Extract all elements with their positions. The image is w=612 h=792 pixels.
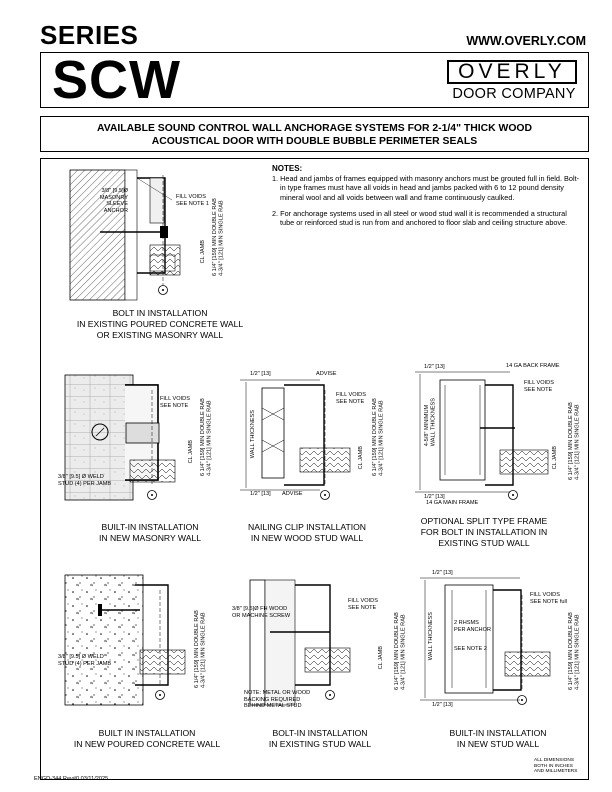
d1-cl-jamb-text: CL JAMB [200,240,206,264]
d4-fill-voids [524,380,554,393]
detail-5-drawing [65,575,185,705]
d6-note-line-1: NOTE: METAL OR WOOD [244,690,311,696]
d6-note-line-3: BEHIND METAL STUD [244,703,302,710]
d4-caption-line-2: FOR BOLT IN INSTALLATION IN [420,527,548,537]
d4-wall-min-line-1: 4-5/8" MINIMUM [424,404,430,447]
d5-caption [52,728,242,750]
d2-cl-jamb-text: CL JAMB [188,440,194,464]
d2-fill-voids [160,396,190,409]
overly-logo-sub: DOOR COMPANY [452,86,576,102]
d3-fill-voids [336,392,366,405]
d7-caption [428,728,568,750]
d7-top-dim: 1/2" [13] [432,570,453,576]
d3-fill-voids-line-2: SEE NOTE [336,398,365,405]
d3-dim-double: 6 1/4" [159] MIN DOUBLE RAB [372,398,378,476]
d2-caption [60,522,240,544]
d4-bottom-dim: 1/2" [13] [424,494,445,500]
d2-weld-line-2: STUD (4) PER JAMB [58,480,112,487]
d2-cl-jamb [188,440,195,463]
d2-dimensions [200,396,213,476]
d1-fill-voids-line-2: SEE NOTE 1 [176,200,209,207]
website-link[interactable]: WWW.OVERLY.COM [466,34,586,48]
d5-dimensions [194,598,207,688]
d6-backing-note [244,690,310,710]
d3-caption [232,522,382,544]
d6-dimensions [394,600,407,690]
d1-fill-voids-line-1: FILL VOIDS [176,194,206,200]
d4-caption [404,516,564,549]
d3-caption-line-1: NAILING CLIP INSTALLATION [248,522,366,532]
d7-fill-voids-line-2: SEE NOTE full [530,598,567,605]
notes-heading: NOTES: [272,164,303,173]
all-dimensions-note [534,758,577,775]
d6-caption-line-1: BOLT-IN INSTALLATION [272,728,368,738]
d6-fill-voids-line-2: SEE NOTE [348,604,377,611]
detail-6-drawing [250,580,350,705]
d4-back-frame: 14 GA BACK FRAME [506,363,560,369]
d5-dim-double: 6 1/4" [159] MIN DOUBLE RAB [194,610,200,688]
d7-caption-line-1: BUILT-IN INSTALLATION [449,728,547,738]
d6-cl-jamb: CL JAMB [378,646,384,670]
d4-caption-line-3: EXISTING STUD WALL [438,538,530,548]
d1-caption [60,308,260,341]
d2-fill-voids-line-1: FILL VOIDS [160,396,190,402]
d1-callout-line-3: SLEEVE [106,201,128,208]
title-line-1: AVAILABLE SOUND CONTROL WALL ANCHORAGE SYSTEMS FOR 2-1/4" THICK WOOD [97,123,532,134]
d6-screw-callout [232,606,290,619]
d5-dim-single: 4-3/4" [121] MIN SINGLE RAB [200,612,207,688]
d6-dim-single: 4-3/4" [121] MIN SINGLE RAB [400,614,407,690]
d2-weld-stud [58,474,111,487]
d5-weld-stud [58,654,111,667]
d7-wall-thickness: WALL THICKNESS [428,612,434,661]
d1-dim-double: 6 1/4" [159] MIN DOUBLE RAB [212,198,218,276]
d5-weld-line-2: STUD (4) PER JAMB [58,660,112,667]
d4-wall-min-line-2: WALL THICKNESS [430,398,437,447]
d7-dim-single: 4-3/4" [121] MIN SINGLE RAB [574,614,581,690]
d3-caption-line-2: IN NEW WOOD STUD WALL [250,533,364,543]
d3-advise-top: ADVISE [316,371,337,377]
d1-callout-line-2: MASONRY [99,194,128,201]
all-dim-line-2: BOTH IN INCHES [534,763,573,769]
d7-rhsms-callout [454,620,491,633]
d7-bottom-dim: 1/2" [13] [432,702,453,708]
d6-fill-voids-line-1: FILL VOIDS [348,598,378,604]
d3-dimensions [372,396,385,476]
d4-cl-jamb: CL JAMB [552,446,558,470]
d7-caption-line-2: IN NEW STUD WALL [456,739,540,749]
d4-top-dim: 1/2" [13] [424,364,445,370]
d4-wall-min [424,398,437,446]
d2-caption-line-2: IN NEW MASONRY WALL [98,533,202,543]
d6-callout-line-2: OR MACHINE SCREW [232,612,291,619]
d1-cl-jamb [200,240,207,263]
note-item-2: 2. For anchorage systems used in all steel or wood stud wall it is recommended a structural tube or reinforced stud is run from and anchored to floor slab and ceiling structure above. [272,208,568,228]
d2-dim-double: 6 1/4" [159] MIN DOUBLE RAB [200,398,206,476]
d5-caption-line-2: IN NEW POURED CONCRETE WALL [73,739,221,749]
d7-fill-voids-line-1: FILL VOIDS [530,592,560,598]
document-number: ENGD-344 Rev#0 03/11/2025 [34,776,109,782]
d1-dim-single: 4-3/4" [121] MIN SINGLE RAB [218,200,225,276]
d3-bottom-dim: 1/2" [13] [250,491,271,497]
d2-fill-voids-line-2: SEE NOTE [160,402,189,409]
d1-callout-line-1: 3/8" [9.5]Ø [101,188,128,194]
d4-fill-voids-line-1: FILL VOIDS [524,380,554,386]
all-dim-line-3: AND MILLIMETERS [534,769,578,775]
d6-fill-voids [348,598,378,611]
d1-callout-line-4: ANCHOR [103,207,128,214]
d4-caption-line-1: OPTIONAL SPLIT TYPE FRAME [420,516,548,526]
d3-top-dim: 1/2" [13] [250,371,271,377]
d6-caption-line-2: IN EXISTING STUD WALL [268,739,372,749]
d6-callout-line-1: 3/8" [9.5]Ø FH WOOD [232,606,288,612]
series-label: SERIES [40,20,139,50]
d7-see-note-2: SEE NOTE 2 [454,646,487,652]
d1-caption-line-3: OR EXISTING MASONRY WALL [96,330,224,340]
d3-fill-voids-line-1: FILL VOIDS [336,392,366,398]
d4-dim-double: 6 1/4" [159] MIN DOUBLE RAB [568,402,574,480]
title-line-2: ACOUSTICAL DOOR WITH DOUBLE BUBBLE PERIMETER SEALS [151,136,478,147]
d3-dim-single: 4-3/4" [121] MIN SINGLE RAB [378,400,385,476]
d2-dim-single: 4-3/4" [121] MIN SINGLE RAB [206,400,213,476]
d3-wall-thickness: WALL THICKNESS [250,410,256,459]
all-dim-line-1: ALL DIMENSIONS [534,758,575,763]
model-title: SCW [52,50,181,110]
d5-caption-line-1: BUILT IN INSTALLATION [98,728,196,738]
d1-caption-line-2: IN EXISTING POURED CONCRETE WALL [76,319,244,329]
d7-fill-voids [530,592,567,605]
d1-fill-voids [176,194,209,207]
d1-anchor-callout [84,188,128,214]
d7-callout-line-1: 2 RHSMS [454,620,479,626]
d2-weld-line-1: 3/8" [9.5] Ø WELD [58,474,104,480]
d3-advise-bottom: ADVISE [282,491,303,497]
d4-dimensions [568,400,581,480]
d1-dimensions [212,196,225,276]
d7-callout-line-2: PER ANCHOR [454,626,491,633]
note-item-1: 1. Head and jambs of frames equipped with masonry anchors must be grouted full in field. Bolt-in type frames must have all voids in head and jambs packed with 6 to 12 pound density mineral wool and all voids between wall and frame continuously caulked. [272,174,580,202]
d6-dim-double: 6 1/4" [159] MIN DOUBLE RAB [394,612,400,690]
d4-dim-single: 4-3/4" [121] MIN SINGLE RAB [574,404,581,480]
d1-caption-line-1: BOLT IN INSTALLATION [112,308,208,318]
d3-cl-jamb: CL JAMB [358,446,364,470]
d4-main-frame: 14 GA MAIN FRAME [426,500,479,506]
d2-caption-line-1: BUILT-IN INSTALLATION [101,522,199,532]
d7-dim-double: 6 1/4" [159] MIN DOUBLE RAB [568,612,574,690]
d6-caption [240,728,400,750]
d5-weld-line-1: 3/8" [9.5] Ø WELD [58,654,104,660]
d7-dimensions [568,600,581,690]
d4-fill-voids-line-2: SEE NOTE [524,386,553,393]
overly-logo: OVERLY [447,60,577,84]
d6-note-line-2: BACKING REQUIRED [244,696,301,703]
